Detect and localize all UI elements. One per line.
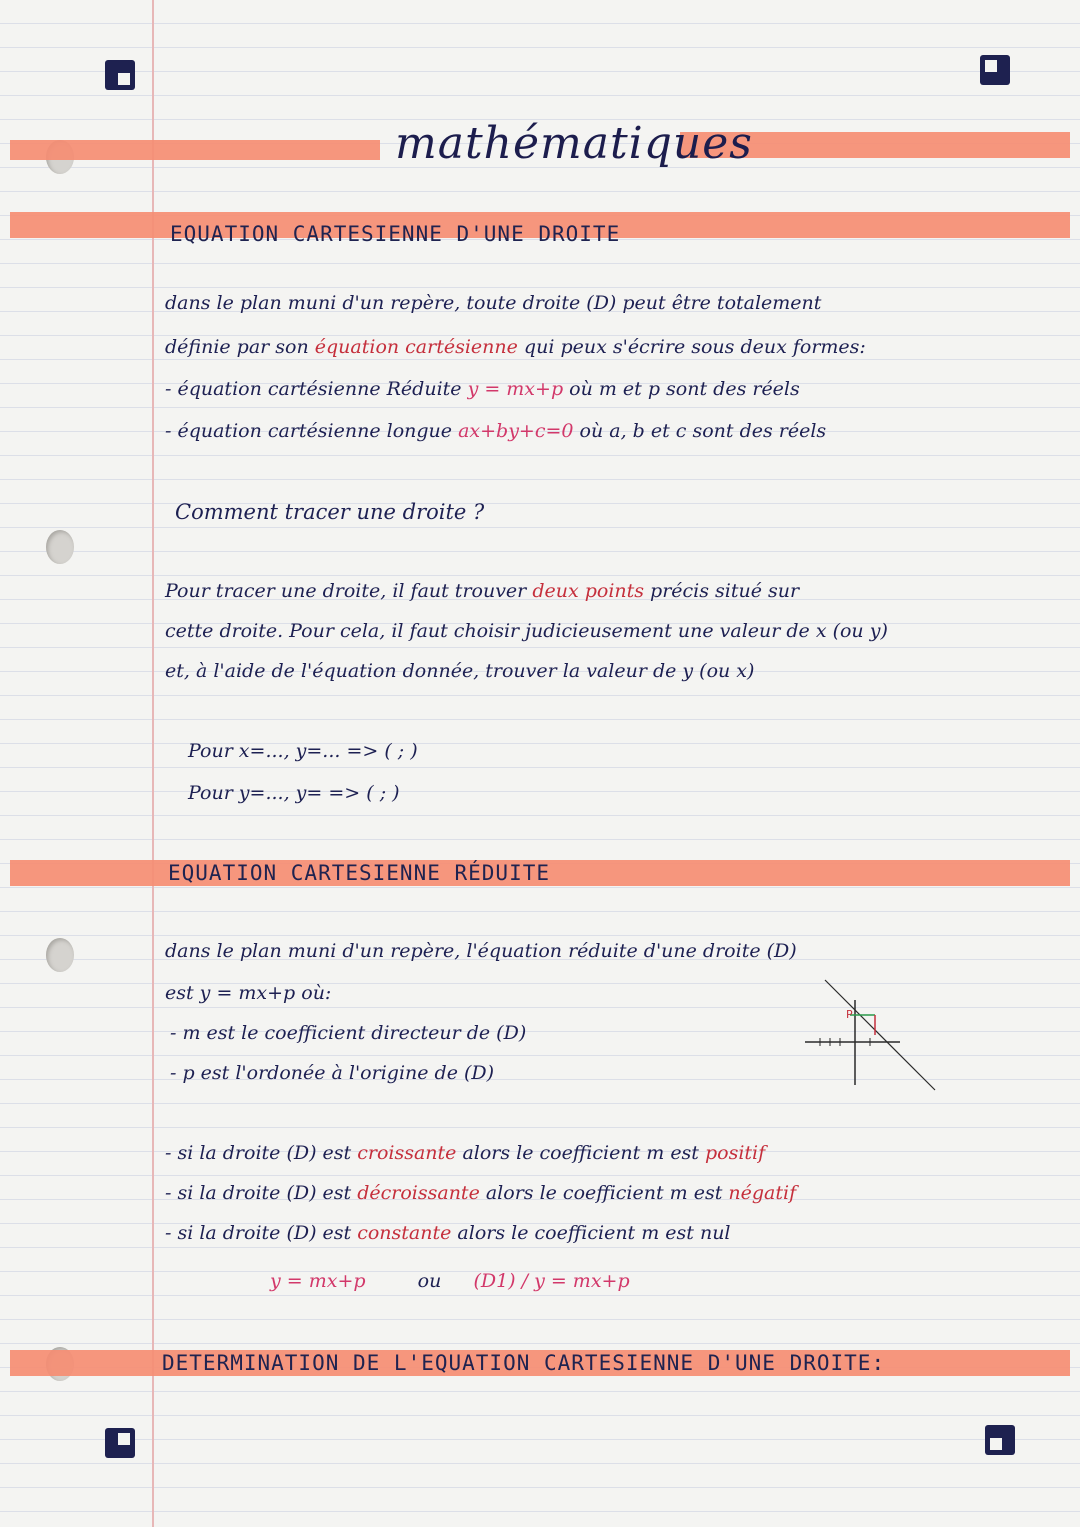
punch-hole [46,938,74,972]
text-line: - équation cartésienne longue ax+by+c=0 où a, b et c sont des réels [165,420,827,442]
section-heading: DETERMINATION DE L'EQUATION CARTESIENNE D'UNE DROITE: [162,1351,886,1375]
text-line: dans le plan muni d'un repère, toute droite (D) peut être totalement [165,292,822,314]
corner-mark-icon [985,1425,1015,1455]
title-highlight-left [10,140,380,160]
text-line: cette droite. Pour cela, il faut choisir judicieusement une valeur de x (ou y) [165,620,888,642]
text-line: Pour tracer une droite, il faut trouver deux points précis situé sur [165,580,800,602]
corner-mark-icon [980,55,1010,85]
question: Comment tracer une droite ? [175,500,485,524]
sketch-label: P [846,1008,853,1021]
formula-line: y = mx+p ou (D1) / y = mx+p [270,1270,630,1292]
section-heading: EQUATION CARTESIENNE RÉDUITE [168,861,551,885]
text-line: - p est l'ordonée à l'origine de (D) [170,1062,495,1084]
text-line: définie par son équation cartésienne qui peux s'écrire sous deux formes: [165,336,866,358]
text-line: dans le plan muni d'un repère, l'équation réduite d'une droite (D) [165,940,797,962]
line-graph-sketch [800,970,940,1100]
corner-mark-icon [105,1428,135,1458]
formula-line: Pour x=..., y=... => ( ; ) [188,740,418,762]
rule-line: - si la droite (D) est décroissante alors le coefficient m est négatif [165,1182,797,1204]
punch-hole [46,530,74,564]
corner-mark-icon [105,60,135,90]
text-line: - équation cartésienne Réduite y = mx+p où m et p sont des réels [165,378,800,400]
section-heading: EQUATION CARTESIENNE D'UNE DROITE [170,222,621,246]
text-line: est y = mx+p où: [165,982,332,1004]
formula-line: Pour y=..., y= => ( ; ) [188,782,400,804]
text-line: et, à l'aide de l'équation donnée, trouver la valeur de y (ou x) [165,660,755,682]
text-line: - m est le coefficient directeur de (D) [170,1022,527,1044]
rule-line: - si la droite (D) est croissante alors le coefficient m est positif [165,1142,766,1164]
rule-line: - si la droite (D) est constante alors le coefficient m est nul [165,1222,731,1244]
page-title: mathématiques [395,118,753,169]
